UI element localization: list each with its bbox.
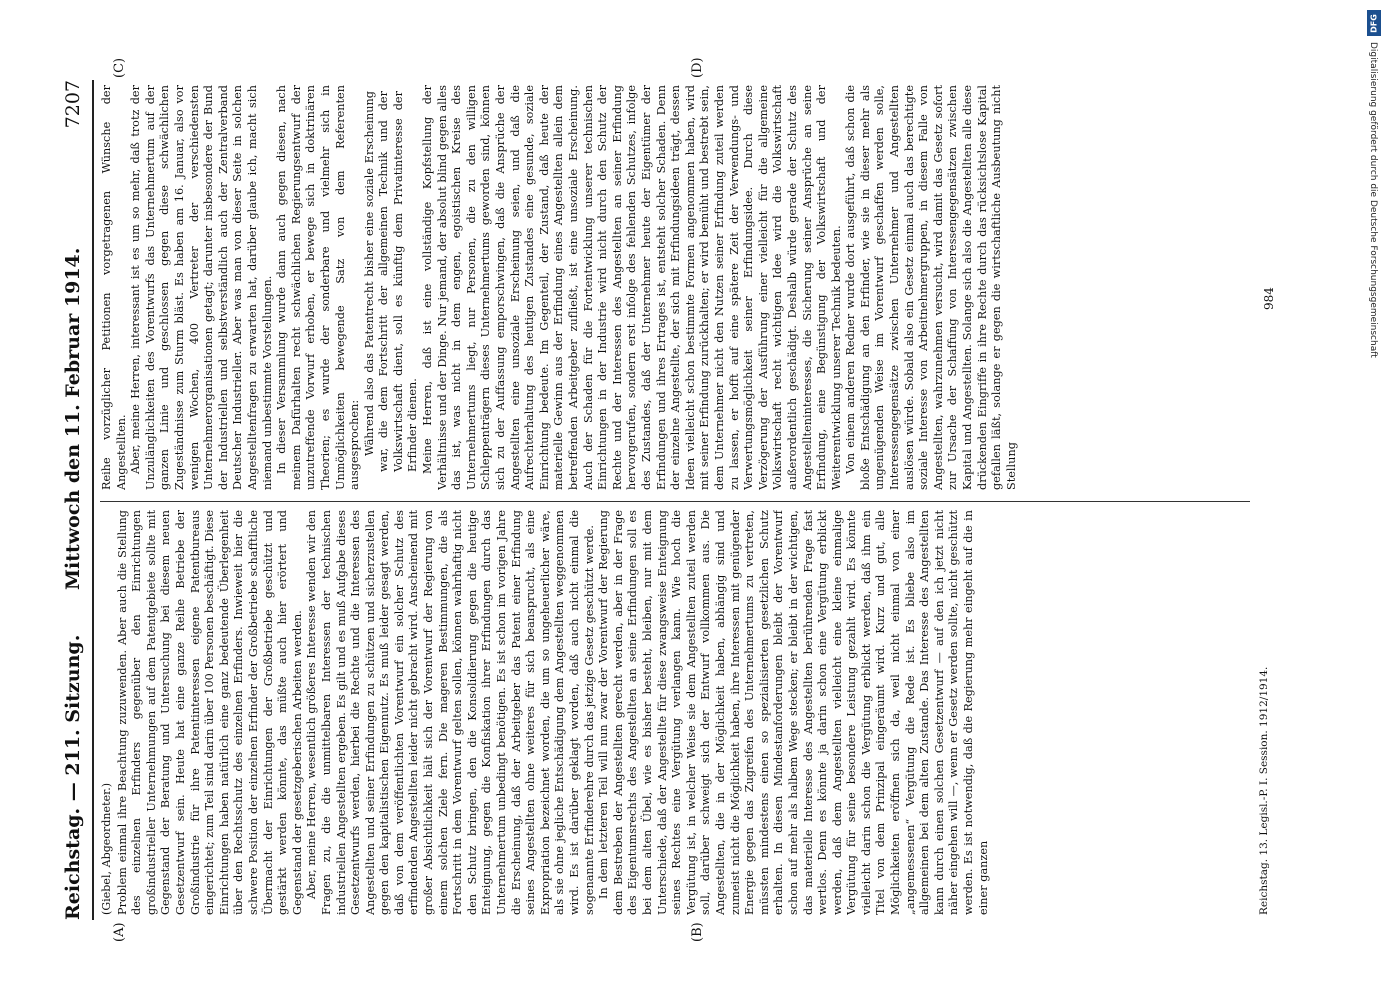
paragraph: In dem letzteren Teil will nun zwar der Vorentwurf der Regierung dem Bestreben der Angestellten gerecht werden, aber in der Frage des Eigentumsrechts des Angestellten an seine Erfindungen soll es bei dem alten Übel, wie es bisher besteht, bleiben, nur mit dem Unterschiede, daß der Angestellte für diese zwangsweise Enteignung seines Rechtes eine Vergütung verlangen kann. Wie hoch die Vergütung ist, in welcher Weise sie dem Angestellten zuteil werden soll, darüber schweigt sich der Entwurf vollkommen aus. Die Angestellten, die in der Möglichkeit haben, abhängig sind und zumeist nicht die Möglichkeit haben, ihre Interessen mit genügender Energie gegen das Zugreifen des Unternehmertums zu vertreten, müssten mindestens einen so spezialisierten gesetzlichen Schutz erhalten. In diesen Mindestanforderungen bleibt der Vorentwurf schon auf mehr als halbem Wege stecken; er bleibt in der wichtigen, das materielle Interesse des Angestellten berührenden Frage fast wertlos. Denn es könnte ja darin schon eine Vergütung erblickt werden, daß dem Angestellten vielleicht eine kleine einmalige Vergütung für seine besondere Leistung gezahlt wird. Es könnte vielleicht darin schon die Vergütung erblickt werden, daß ihm ein Titel von dem Prinzipal eingeräumt wird. Kurz und gut, alle Möglichkeiten eröffnen sich da, weil nicht einmal von einer „angemessenen“ Vergütung die Rede ist. Es bliebe also im allgemeinen bei dem alten Zustande. Das Interesse des Angestellten kann durch einen solchen Gesetzentwurf — auf den ich jetzt nicht näher eingehen will —, wenn er Gesetz werden sollte, nicht geschützt werden. Es ist notwendig, daß die Regierung mehr eingeht auf die in einer ganzen	[597, 510, 990, 915]
margin-marker-b: (B)	[690, 922, 705, 942]
paragraph: In dieser Versammlung wurde dann auch gegen diesen, nach meinem Dafürhalten recht schwächlichen Regierungsentwurf der unzutreffende Vorwurf erhoben, er bewege sich in doktrinären Theorien; es wurde der sonderbare und vielmehr sich in Unmöglichkeiten bewegende Satz von dem Referenten ausgesprochen:	[275, 85, 362, 490]
margin-marker-d: (D)	[690, 57, 705, 78]
dfg-badge-text: DFG	[1369, 14, 1379, 33]
header-date: Mittwoch den 11. Februar 1914.	[62, 247, 84, 590]
margin-marker-c: (C)	[112, 57, 127, 78]
paragraph: Von einem anderen Redner wurde dort ausgeführt, daß schon die bloße Entschädigung an den Erfinder, wie sie in dieser mehr als ungenügenden Weise im Vorentwurf geschaffen werden solle, Interessengegensätze zwischen Unternehmer und Angestellten auslösen würde. Sobald also ein Gesetz einmal auch das berechtigte soziale Interesse von Arbeitnehmergruppen, in diesem Falle von Angestellten, wahrzunehmen versucht, wird damit das Gesetz sofort zur Ursache der Schaffung von Interessengegensätzen zwischen Kapital und Angestellten. Solange sich also die Angestellten alle diese drückenden Eingriffe in ihre Rechte durch das rücksichtslose Kapital gefallen läßt, solange er gegen die wirtschaftliche Ausbeutung nicht Stellung	[844, 85, 1018, 490]
paragraph: Aber, meine Herren, wesentlich größeres Interesse wenden wir den Fragen zu, die die unmittelbaren Interessen der technischen industriellen Angestellten ergeben. Es gilt und es muß Aufgabe dieses Gesetzentwurfs werden, hierbei die Rechte und die Interessen des Angestellten und seiner Erfindungen zu schützen und sicherzustellen gegen den kapitalistischen Eigennutz. Es muß leider gesagt werden, daß von dem veröffentlichten Vorentwurf ein solcher Schutz des erfindenden Angestellten leider nicht gebracht wird. Anscheinend mit großer Absichtlichkeit hält sich der Vorentwurf der Regierung von einem solchen Ziele fern. Die mageren Bestimmungen, die als Fortschritt in dem Vorentwurf gelten sollen, können wahrhaftig nicht den Schutz bringen, den die Konsolidierung gegen die heutige Enteignung, gegen die Konfiskation ihrer Erfindungen durch das Unternehmertum unbedingt benötigen. Es ist schon im vorigen Jahre die Erscheinung, daß der Arbeitgeber das Patent einer Erfindung seines Angestellten ohne weiteres für sich beansprucht, als eine Expropriation bezeichnet worden, die um so ungeheuerlicher wäre, als sie ohne jegliche Entschädigung dem Angestellten weggenommen wird. Es ist darüber geklagt worden, daß auch nicht einmal die sogenannte Erfinderehre durch das jetzige Gesetz geschützt werde.	[305, 510, 596, 915]
dfg-logo-icon	[1367, 10, 1381, 36]
right-column	[100, 85, 1250, 490]
speaker-label: (Giebel, Abgeordneter.)	[100, 782, 113, 915]
paragraph: Meine Herren, daß ist eine vollständige Kopfstellung der Verhältnisse und der Dinge. Nur jemand, der absolut blind gegen alles das ist, was nicht in dem engen, egoistischen Kreise des Unternehmertums liegt, nur Personen, die zu den willigen Schleppenträgern dieses Unternehmertums geworden sind, können sich zu der Auffassung emporschwingen, daß die Ansprüche der Angestellten eine unsoziale Erscheinung seien, und daß die Aufrechterhaltung des heutigen Zustandes eine gesunde, soziale Einrichtung bedeute. Im Gegenteil, der Zustand, daß heute der materielle Gewinn aus der Erfindung eines Angestellten allein dem betreffenden Arbeitgeber zufließt, ist eine unsoziale Erscheinung. Auch der Schaden für die Fortentwicklung unserer technischen Einrichtungen in der Industrie wird nicht durch den Schutz der Rechte und der Interessen des Angestellten an seiner Erfindung hervorgerufen, sondern erst infolge des fehlenden Schutzes, infolge des Zustandes, daß der Unternehmer heute der Eigentümer der Erfindungen und ihres Ertrages ist, entsteht solcher Schaden. Denn der einzelne Angestellte, der sich mit Erfindungsideen trägt, dessen Ideen vielleicht schon bestimmte Formen angenommen haben, wird mit seiner Erfindung zurückhalten; er wird bemüht und bestrebt sein, dem Unternehmer nicht den Nutzen seiner Erfindung zuteil werden zu lassen, er hofft auf eine spätere Zeit der Verwendungs- und Verwertungsmöglichkeit seiner Erfindungsidee. Durch diese Verzögerung der Ausführung einer vielleicht für die allgemeine Volkswirtschaft recht wichtigen Idee wird die Volkswirtschaft außerordentlich geschädigt. Deshalb würde gerade der Schutz des Angestellteninteresses, die Sicherung seiner Ansprüche an seine Erfindung, eine Begünstigung der Volkswirtschaft und der Weiterentwicklung unserer Technik bedeuten.	[421, 85, 843, 490]
digitisation-credit	[1366, 8, 1382, 992]
page-number: 7207	[62, 80, 84, 129]
column-divider	[100, 501, 1250, 502]
left-column	[100, 510, 1250, 915]
page-header	[62, 80, 86, 920]
header-rule	[92, 80, 94, 920]
credit-text: Digitalisierung gefördert durch die Deutsche Forschungsgemeinschaft	[1368, 42, 1378, 358]
session-footer: Reichstag. 13. Legisl.-P. I. Session. 1912/1914.	[1258, 666, 1270, 915]
margin-marker-a: (A)	[112, 922, 127, 942]
sheet-number: 984	[1262, 287, 1276, 310]
header-left: Reichstag. — 211. Sitzung.	[62, 634, 84, 920]
paragraph: Aber, meine Herren, interessant ist es um so mehr, daß trotz der Unzulänglichkeiten des Vorentwurfs das Unternehmertum auf der ganzen Linie und geschlossen gegen diese schwächlichen Zugeständnisse zum Sturm bläst. Es haben am 16. Januar, also vor wenigen Wochen, 400 Vertreter der verschiedensten Unternehmerorganisationen getagt; darunter insbesondere der Bund der Industriellen und selbstverständlich auch der Zentralverband Deutscher Industrieller. Aber was man von dieser Seite in solchen Angestelltenfragen zu erwarten hat, darüber glaube ich, macht sich niemand unbestimmte Vorstellungen.	[129, 85, 274, 490]
paragraph: Reihe vorzüglicher Petitionen vorgetragenen Wünsche der Angestellten.	[100, 85, 128, 490]
paragraph: Problem einmal ihre Beachtung zuzuwenden. Aber auch die Stellung des einzelnen Erfinders gegenüber den Einrichtungen großindustrieller Unternehmungen auf dem Patentgebiete sollte mit Gegenstand der Beratung und Untersuchung bei diesem neuen Gesetzentwurf sein. Heute hat eine ganze Reihe Betriebe der Großindustrie für ihre Patentinteressen eigene Patentbureaus eingerichtet; zum Teil sind darin über 100 Personen beschäftigt. Diese Einrichtungen haben natürlich eine ganz bedeutende Überlegenheit über den Rechtsschutz des einzelnen Erfinders. Inwieweit hier die schwere Position der einzelnen Erfinder der Großbetriebe schafftliche Übermacht der Einrichtungen der Großbetriebe geschützt und gestärkt werden könnte, das müßte auch hier erörtert und Gegenstand der gesetzgeberischen Arbeiten werden.	[115, 510, 304, 915]
quotation: Während also das Patentrecht bisher eine soziale Erscheinung war, die dem Fortschritt der allgemeinen Technik und der Volkswirtschaft dient, soll es künftig dem Privatinteresse der Erfinder dienen.	[362, 91, 420, 472]
